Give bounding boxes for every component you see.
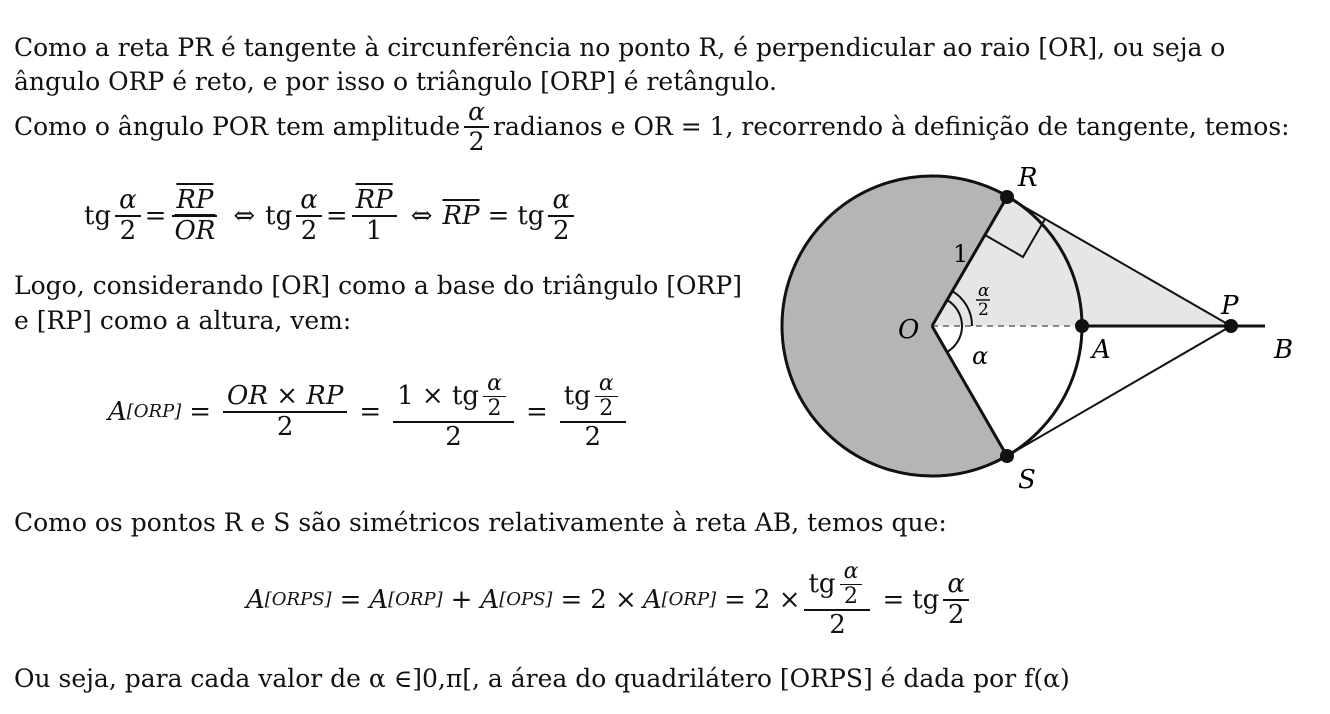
equals-sign: =: [882, 584, 905, 615]
label-s: S: [1018, 465, 1036, 495]
area-symbol: A: [108, 396, 127, 427]
equation-tangent: [84, 186, 578, 245]
label-r: R: [1018, 163, 1038, 193]
tg-label: tg: [517, 200, 545, 231]
rp-over-one-fraction: [352, 186, 397, 245]
label-alpha: α: [972, 342, 989, 370]
point-s: [1000, 449, 1014, 463]
fraction-denominator: 2: [552, 215, 570, 246]
tangent-sp: [1007, 326, 1231, 456]
tg-label: tg: [265, 200, 293, 231]
area-subscript: [ORPS]: [264, 589, 332, 611]
equals-sign: =: [560, 584, 583, 615]
fraction-denominator: OR: [174, 215, 216, 246]
fraction-numerator: α: [840, 560, 863, 585]
paragraph-2: ângulo ORP é reto, e por isso o triângulo [ORP] é retângulo.: [14, 67, 777, 96]
tg-label: tg: [912, 584, 940, 615]
fraction-denominator: 2: [844, 584, 858, 610]
equation-area-orps: [246, 560, 973, 640]
point-p: [1224, 319, 1238, 333]
fraction-numerator: α: [464, 98, 489, 128]
alpha-half-fraction: [595, 372, 618, 421]
or-times-rp-fraction: [223, 382, 347, 441]
equals-sign: =: [339, 584, 362, 615]
alpha-half-fraction: [840, 560, 863, 609]
paragraph-6: Como os pontos R e S são simétricos relativamente à reta AB, temos que:: [14, 508, 947, 537]
fraction-numerator: [560, 372, 626, 423]
label-radius-one: 1: [953, 240, 969, 268]
alpha-half-fraction: [483, 372, 506, 421]
label-p: P: [1221, 291, 1239, 321]
area-symbol: A: [369, 584, 389, 615]
fraction-numerator: $\overline{RP}$: [172, 186, 217, 217]
label-half-alpha-num: α: [978, 281, 990, 301]
fraction-denominator: 2: [487, 396, 502, 422]
numerator-text: tg: [808, 569, 836, 600]
paragraph-7: Ou seja, para cada valor de α ∈]0,π[, a área do quadrilátero [ORPS] é dada por f(α): [14, 664, 1070, 693]
rp-over-or-fraction: [170, 186, 219, 245]
iff-symbol: ⇔: [410, 200, 433, 231]
fraction-denominator: 2: [119, 215, 137, 246]
geometry-figure: [770, 160, 1310, 500]
equals-sign: =: [325, 200, 348, 231]
fraction-numerator: α: [115, 186, 141, 217]
numerator-text: tg: [563, 381, 591, 412]
shaded-sector: [781, 177, 1007, 477]
tg-over-two-fraction: [560, 372, 626, 452]
fraction-denominator: 2: [276, 411, 294, 442]
numerator-text: 1 × tg: [397, 381, 480, 412]
alpha-half-fraction: [464, 98, 489, 155]
paragraph-4: Logo, considerando [OR] como a base do triângulo [ORP]: [14, 271, 742, 300]
fraction-denominator: 2: [584, 422, 601, 453]
tg-label: tg: [84, 200, 112, 231]
equals-sign: =: [724, 584, 746, 615]
label-o: O: [898, 315, 920, 345]
two-times: 2 ×: [590, 584, 637, 615]
equation-area-orp: [108, 372, 630, 452]
fraction-numerator: α: [296, 186, 322, 217]
paragraph-5: e [RP] como a altura, vem:: [14, 306, 352, 335]
fraction-numerator: α: [595, 372, 618, 397]
alpha-half-fraction: [115, 186, 141, 245]
area-subscript: [ORP]: [661, 589, 717, 611]
equals-sign: =: [359, 396, 382, 427]
area-subscript: [ORP]: [388, 589, 443, 611]
paragraph-3-start: Como o ângulo POR tem amplitude: [14, 111, 461, 141]
area-subscript: [OPS]: [499, 589, 553, 611]
point-r: [1000, 190, 1014, 204]
fraction-denominator: 2: [300, 215, 318, 246]
iff-symbol: ⇔: [233, 200, 256, 231]
paragraph-1: Como a reta PR é tangente à circunferência no ponto R, é perpendicular ao raio [OR], ou seja o: [14, 33, 1226, 62]
area-symbol: A: [642, 584, 662, 615]
fraction-numerator: OR × RP: [223, 382, 347, 413]
fraction-denominator: 2: [829, 610, 846, 641]
fraction-numerator: [804, 560, 870, 611]
alpha-half-fraction: [943, 570, 969, 629]
paragraph-3: [14, 98, 1290, 155]
fraction-numerator: [393, 372, 514, 423]
label-half-alpha-den: 2: [978, 300, 989, 320]
equals-sign: =: [189, 396, 212, 427]
label-b: B: [1274, 335, 1294, 365]
fraction-denominator: 2: [599, 396, 614, 422]
fraction-numerator: α: [943, 570, 969, 601]
alpha-half-fraction: [296, 186, 322, 245]
fraction-numerator: $\overline{RP}$: [352, 186, 397, 217]
fraction-denominator: 2: [445, 422, 462, 453]
rp-segment: $\overline{RP}$: [442, 200, 480, 231]
equals-sign: =: [487, 200, 510, 231]
angle-arc-alpha: [947, 326, 962, 352]
plus-sign: +: [450, 584, 473, 615]
equals-sign: =: [525, 396, 548, 427]
point-a: [1075, 319, 1089, 333]
tg-over-two-fraction: [804, 560, 870, 640]
alpha-half-fraction: [548, 186, 574, 245]
one-times-tg-fraction: [393, 372, 514, 452]
fraction-denominator: 1: [365, 215, 383, 246]
equals-sign: =: [144, 200, 167, 231]
label-a: A: [1092, 335, 1111, 365]
area-symbol: A: [480, 584, 500, 615]
paragraph-3-end: radianos e OR = 1, recorrendo à definição de tangente, temos:: [493, 111, 1290, 141]
fraction-numerator: α: [483, 372, 506, 397]
fraction-denominator: 2: [468, 126, 485, 156]
fraction-denominator: 2: [947, 599, 965, 630]
area-subscript: [ORP]: [126, 401, 182, 423]
fraction-numerator: α: [548, 186, 574, 217]
two-times: 2 ×: [753, 584, 801, 615]
area-symbol: A: [246, 584, 265, 615]
